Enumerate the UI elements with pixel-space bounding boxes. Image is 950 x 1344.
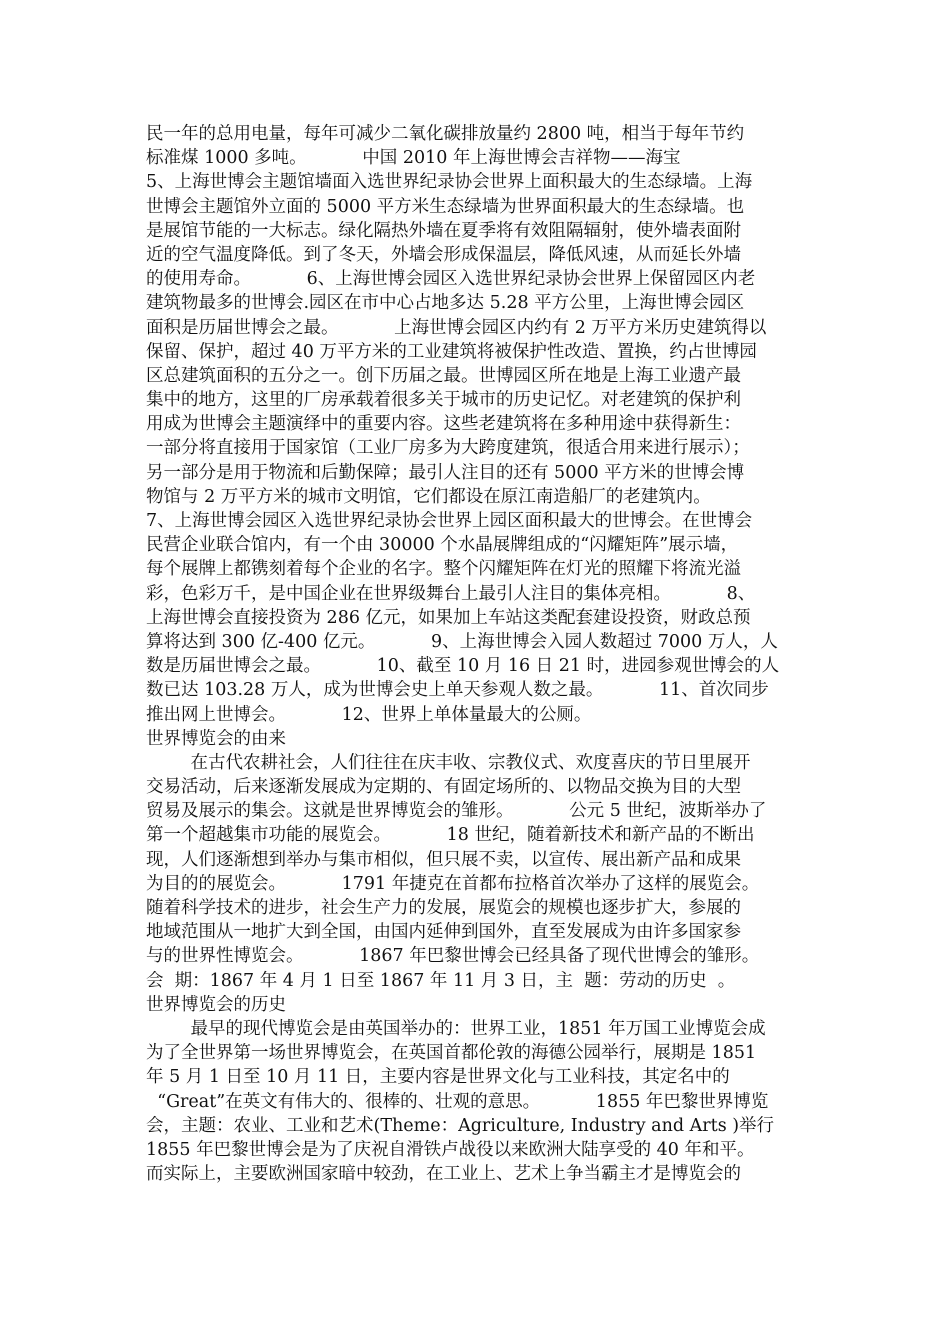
text-line: 是展馆节能的一大标志。绿化隔热外墙在夏季将有效阻隔辐射，使外墙表面附	[146, 220, 741, 241]
text-line: 为目的的展览会。 1791 年捷克在首都布拉格首次举办了这样的展览会。	[146, 873, 760, 894]
text-line: 建筑物最多的世博会.园区在市中心占地多达 5.28 平方公里，上海世博会园区	[146, 293, 745, 314]
text-line: 而实际上，主要欧洲国家暗中较劲，在工业上、艺术上争当霸主才是博览会的	[146, 1164, 741, 1185]
text-line: 一部分将直接用于国家馆（工业厂房多为大跨度建筑，很适合用来进行展示）；	[146, 438, 750, 459]
text-line: 的使用寿命。 6、上海世博会园区入选世界纪录协会世界上保留园区内老	[146, 269, 756, 290]
text-line: 算将达到 300 亿-400 亿元。 9、上海世博会入园人数超过 7000 万人，人	[146, 631, 778, 652]
text-line: 上海世博会直接投资为 286 亿元，如果加上车站这类配套建设投资，财政总预	[146, 607, 751, 628]
section-heading: 世界博览会的历史	[146, 994, 286, 1015]
text-line: 彩，色彩万千，是中国企业在世界级舞台上最引人注目的集体亮相。 8、	[146, 583, 756, 604]
text-line: “Great”在英文有伟大的、很棒的、壮观的意思。 1855 年巴黎世界博览	[146, 1091, 769, 1112]
text-line: 面积是历届世博会之最。 上海世博会园区内约有 2 万平方米历史建筑得以	[146, 317, 767, 338]
text-line: 区总建筑面积的五分之一。创下历届之最。世博园区所在地是上海工业遗产最	[146, 365, 741, 386]
text-line: 每个展牌上都镌刻着每个企业的名字。整个闪耀矩阵在灯光的照耀下将流光溢	[146, 559, 741, 580]
text-line: 年 5 月 1 日至 10 月 11 日，主要内容是世界文化与工业科技，其定名中的	[146, 1067, 730, 1088]
text-line: 最早的现代博览会是由英国举办的：世界工业，1851 年万国工业博览会成	[146, 1018, 766, 1039]
text-line: 标准煤 1000 多吨。 中国 2010 年上海世博会吉祥物——海宝	[146, 148, 681, 169]
text-line: 另一部分是用于物流和后勤保障；最引人注目的还有 5000 平方米的世博会博	[146, 462, 745, 483]
text-line: 物馆与 2 万平方米的城市文明馆，它们都设在原江南造船厂的老建筑内。	[146, 486, 711, 507]
text-line: 在古代农耕社会，人们往往在庆丰收、宗教仪式、欢度喜庆的节日里展开	[146, 752, 751, 773]
text-line: 推出网上世博会。 12、世界上单体量最大的公厕。	[146, 704, 592, 725]
text-line: 随着科学技术的进步，社会生产力的发展，展览会的规模也逐步扩大，参展的	[146, 898, 741, 918]
text-line: 世博会主题馆外立面的 5000 平方米生态绿墙为世界面积最大的生态绿墙。也	[146, 196, 745, 217]
text-line: 现，人们逐渐想到举办与集市相似，但只展不卖，以宣传、展出新产品和成果	[146, 849, 741, 870]
text-line: 数是历届世博会之最。 10、截至 10 月 16 日 21 时，进园参观世博会的人	[146, 656, 780, 677]
text-line: 贸易及展示的集会。这就是世界博览会的雏形。 公元 5 世纪，波斯举办了	[146, 801, 767, 822]
text-line: 7、上海世博会园区入选世界纪录协会世界上园区面积最大的世博会。在世博会	[146, 511, 753, 531]
text-line: 保留、保护，超过 40 万平方米的工业建筑将被保护性改造、置换，约占世博园	[146, 341, 757, 362]
text-line: 第一个超越集市功能的展览会。 18 世纪，随着新技术和新产品的不断出	[146, 825, 755, 846]
text-line: 民一年的总用电量，每年可减少二氧化碳排放量约 2800 吨，相当于每年节约	[146, 124, 745, 144]
text-line: 数已达 103.28 万人，成为世博会史上单天参观人数之最。 11、首次同步	[146, 680, 769, 701]
text-line: 近的空气温度降低。到了冬天，外墙会形成保温层，降低风速，从而延长外墙	[146, 244, 741, 265]
text-line: 交易活动，后来逐渐发展成为定期的、有固定场所的、以物品交换为目的大型	[146, 777, 741, 798]
document-body	[146, 122, 808, 1186]
text-line: 集中的地方，这里的厂房承载着很多关于城市的历史记忆。对老建筑的保护利	[146, 390, 741, 411]
text-line: 5、上海世博会主题馆墙面入选世界纪录协会世界上面积最大的生态绿墙。上海	[146, 172, 753, 193]
text-line: 1855 年巴黎世博会是为了庆祝自滑铁卢战役以来欧洲大陆享受的 40 年和平。	[146, 1139, 755, 1160]
text-line: 用成为世博会主题演绎中的重要内容。这些老建筑将在多种用途中获得新生：	[146, 414, 741, 435]
text-line: 会 期：1867 年 4 月 1 日至 1867 年 11 月 3 日，主 题：劳动的历史 。	[146, 970, 736, 991]
text-line: 地域范围从一地扩大到全国，由国内延伸到国外，直至发展成为由许多国家参	[146, 922, 741, 943]
section-heading: 世界博览会的由来	[146, 728, 286, 749]
text-line: 民营企业联合馆内，有一个由 30000 个水晶展牌组成的“闪耀矩阵”展示墙，	[146, 535, 739, 556]
text-line: 与的世界性博览会。 1867 年巴黎世博会已经具备了现代世博会的雏形。	[146, 946, 760, 967]
text-line: 为了全世界第一场世界博览会，在英国首都伦敦的海德公园举行，展期是 1851	[146, 1043, 757, 1064]
text-line: 会，主题：农业、工业和艺术(Theme：Agriculture, Industry and Arts )举行	[146, 1115, 775, 1136]
